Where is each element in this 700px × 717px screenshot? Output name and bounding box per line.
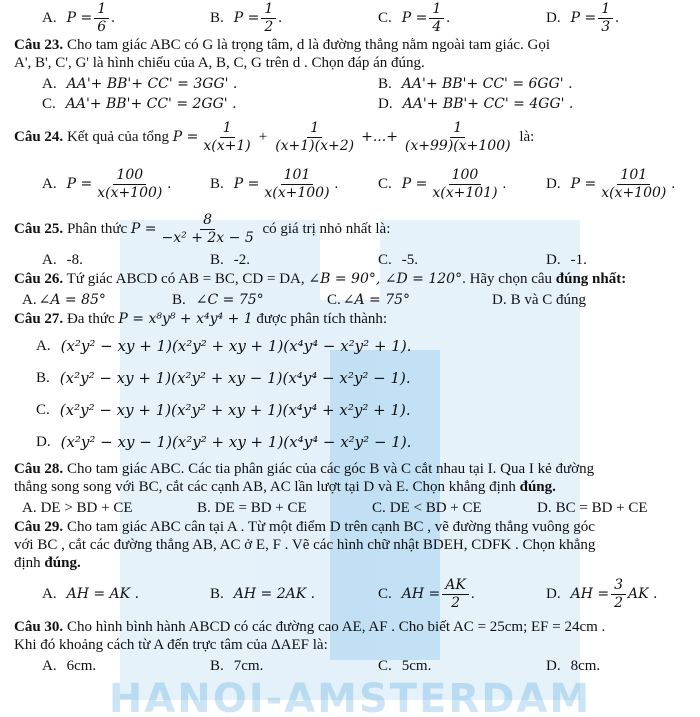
option-b[interactable]: B. P = $\frac{101}{x(x+100)}$ . — [210, 167, 339, 201]
question-stem: Câu 29. Cho tam giác ABC cân tại A . Từ một điểm D trên cạnh BC , vẽ đường thẳng vuông góc — [14, 519, 595, 535]
option-a[interactable]: A. (x²y² − xy + 1)(x²y² + xy + 1)(x⁴y⁴ − x²y² + 1). — [36, 337, 412, 355]
question-27 — [14, 310, 686, 458]
option-b[interactable]: B. P = $\frac{1}{2}$ . — [210, 1, 283, 35]
question-stem: Câu 24. Kết quả của tổng P = $\frac{1}{x(x+1)}$ + $\frac{1}{(x+1)(x+2)}$ +...+ $\frac{1}{(x+99)(x+100)}$ là: — [14, 120, 535, 154]
option-c[interactable]: C. P = $\frac{100}{x(x+101)}$ . — [378, 167, 507, 201]
option-c[interactable]: C. 5cm. — [378, 658, 432, 674]
question-29 — [14, 518, 686, 614]
option-a[interactable]: A. -8. — [42, 252, 83, 268]
option-d[interactable]: D. P = $\frac{101}{x(x+100)}$ . — [546, 167, 676, 201]
option-c[interactable]: C. ∠A = 75° — [327, 291, 411, 308]
option-d[interactable]: D. AH = $\frac{3}{2}$ AK . — [546, 577, 658, 611]
option-d[interactable]: D. B và C đúng — [492, 292, 587, 308]
question-stem: Câu 23. Cho tam giác ABC có G là trọng tâm, d là đường thẳng nằm ngoài tam giác. Gọi — [14, 37, 550, 53]
question-stem: Câu 26. Tứ giác ABCD có AB = BC, CD = DA, ∠B = 90°, ∠D = 120°. Hãy chọn câu đúng nhất: — [14, 271, 627, 287]
option-c[interactable]: C. DE < BD + CE — [372, 500, 482, 516]
option-c[interactable]: C. AA'+ BB'+ CC' = 2GG' . — [42, 95, 237, 112]
question-stem-line-2: thẳng song song với BC, cắt các cạnh AB, AC lần lượt tại D và E. Chọn khẳng định đúng. — [14, 479, 556, 495]
option-b[interactable]: B. -2. — [210, 252, 251, 268]
question-28 — [14, 460, 686, 518]
option-a[interactable]: A. AH = AK . — [42, 585, 140, 602]
question-stem: Câu 25. Phân thức P = $\frac{8}{\text{−x² + 2x − 5}}$ có giá trị nhỏ nhất là: — [14, 212, 391, 246]
question-26 — [14, 270, 686, 310]
option-d[interactable]: D. BC = BD + CE — [537, 500, 648, 516]
question-23 — [14, 36, 686, 114]
question-stem: Câu 28. Cho tam giác ABC. Các tia phân giác của các góc B và C cắt nhau tại I. Qua I kẻ đường — [14, 461, 595, 477]
option-c[interactable]: C. (x²y² − xy + 1)(x²y² + xy + 1)(x⁴y⁴ + x²y² + 1). — [36, 401, 411, 419]
option-b[interactable]: B. AA'+ BB'+ CC' = 6GG' . — [378, 75, 573, 92]
option-d[interactable]: D. 8cm. — [546, 658, 601, 674]
watermark-text: HANOI-AMSTERDAM — [108, 676, 592, 717]
question-25 — [14, 208, 686, 270]
question-stem: Câu 27. Đa thức P = x⁸y⁸ + x⁴y⁴ + 1 được phân tích thành: — [14, 311, 388, 327]
option-c[interactable]: C. AH = $\frac{AK}{2}$ . — [378, 577, 475, 611]
option-d[interactable]: D. AA'+ BB'+ CC' = 4GG' . — [378, 95, 574, 112]
option-b[interactable]: B. ∠C = 75° — [172, 291, 264, 308]
option-a[interactable]: A. AA'+ BB'+ CC' = 3GG' . — [42, 75, 238, 92]
question-stem-line-2: Khi đó khoảng cách từ A đến trực tâm của ΔAEF là: — [14, 637, 328, 653]
question-stem-line-2: với BC , cắt các đường thẳng AB, AC ở E, F . Vẽ các hình chữ nhật BDEH, CDFK . Chọn khẳng — [14, 537, 596, 553]
question-24 — [14, 114, 686, 208]
option-b[interactable]: B. DE = BD + CE — [197, 500, 307, 516]
question-stem: Câu 30. Cho hình bình hành ABCD có các đường cao AE, AF . Cho biết AC = 25cm; EF = 24cm . — [14, 619, 606, 635]
option-b[interactable]: B. (x²y² − xy + 1)(x²y² + xy − 1)(x⁴y⁴ − x²y² − 1). — [36, 369, 411, 387]
option-d[interactable]: D. P = $\frac{1}{3}$ . — [546, 1, 619, 35]
option-b[interactable]: B. 7cm. — [210, 658, 264, 674]
option-a[interactable]: A. ∠A = 85° — [22, 291, 106, 308]
option-d[interactable]: D. (x²y² − xy − 1)(x²y² + xy + 1)(x⁴y⁴ − x²y² − 1). — [36, 433, 412, 451]
option-a[interactable]: A. 6cm. — [42, 658, 97, 674]
option-a[interactable]: A. DE > BD + CE — [22, 500, 133, 516]
option-c[interactable]: C. P = $\frac{1}{4}$ . — [378, 1, 451, 35]
question-stem-line-3: định đúng. — [14, 555, 81, 571]
question-30 — [14, 618, 686, 676]
question-stem-line-2: A', B', C', G' là hình chiếu của A, B, C, G trên d . Chọn đáp án đúng. — [14, 55, 425, 71]
option-a[interactable]: A. P = $\frac{1}{6}$ . — [42, 1, 115, 35]
option-b[interactable]: B. AH = 2AK . — [210, 585, 316, 602]
option-c[interactable]: C. -5. — [378, 252, 419, 268]
option-a[interactable]: A. P = $\frac{100}{x(x+100)}$ . — [42, 167, 172, 201]
question-22 — [14, 0, 686, 36]
option-d[interactable]: D. -1. — [546, 252, 587, 268]
